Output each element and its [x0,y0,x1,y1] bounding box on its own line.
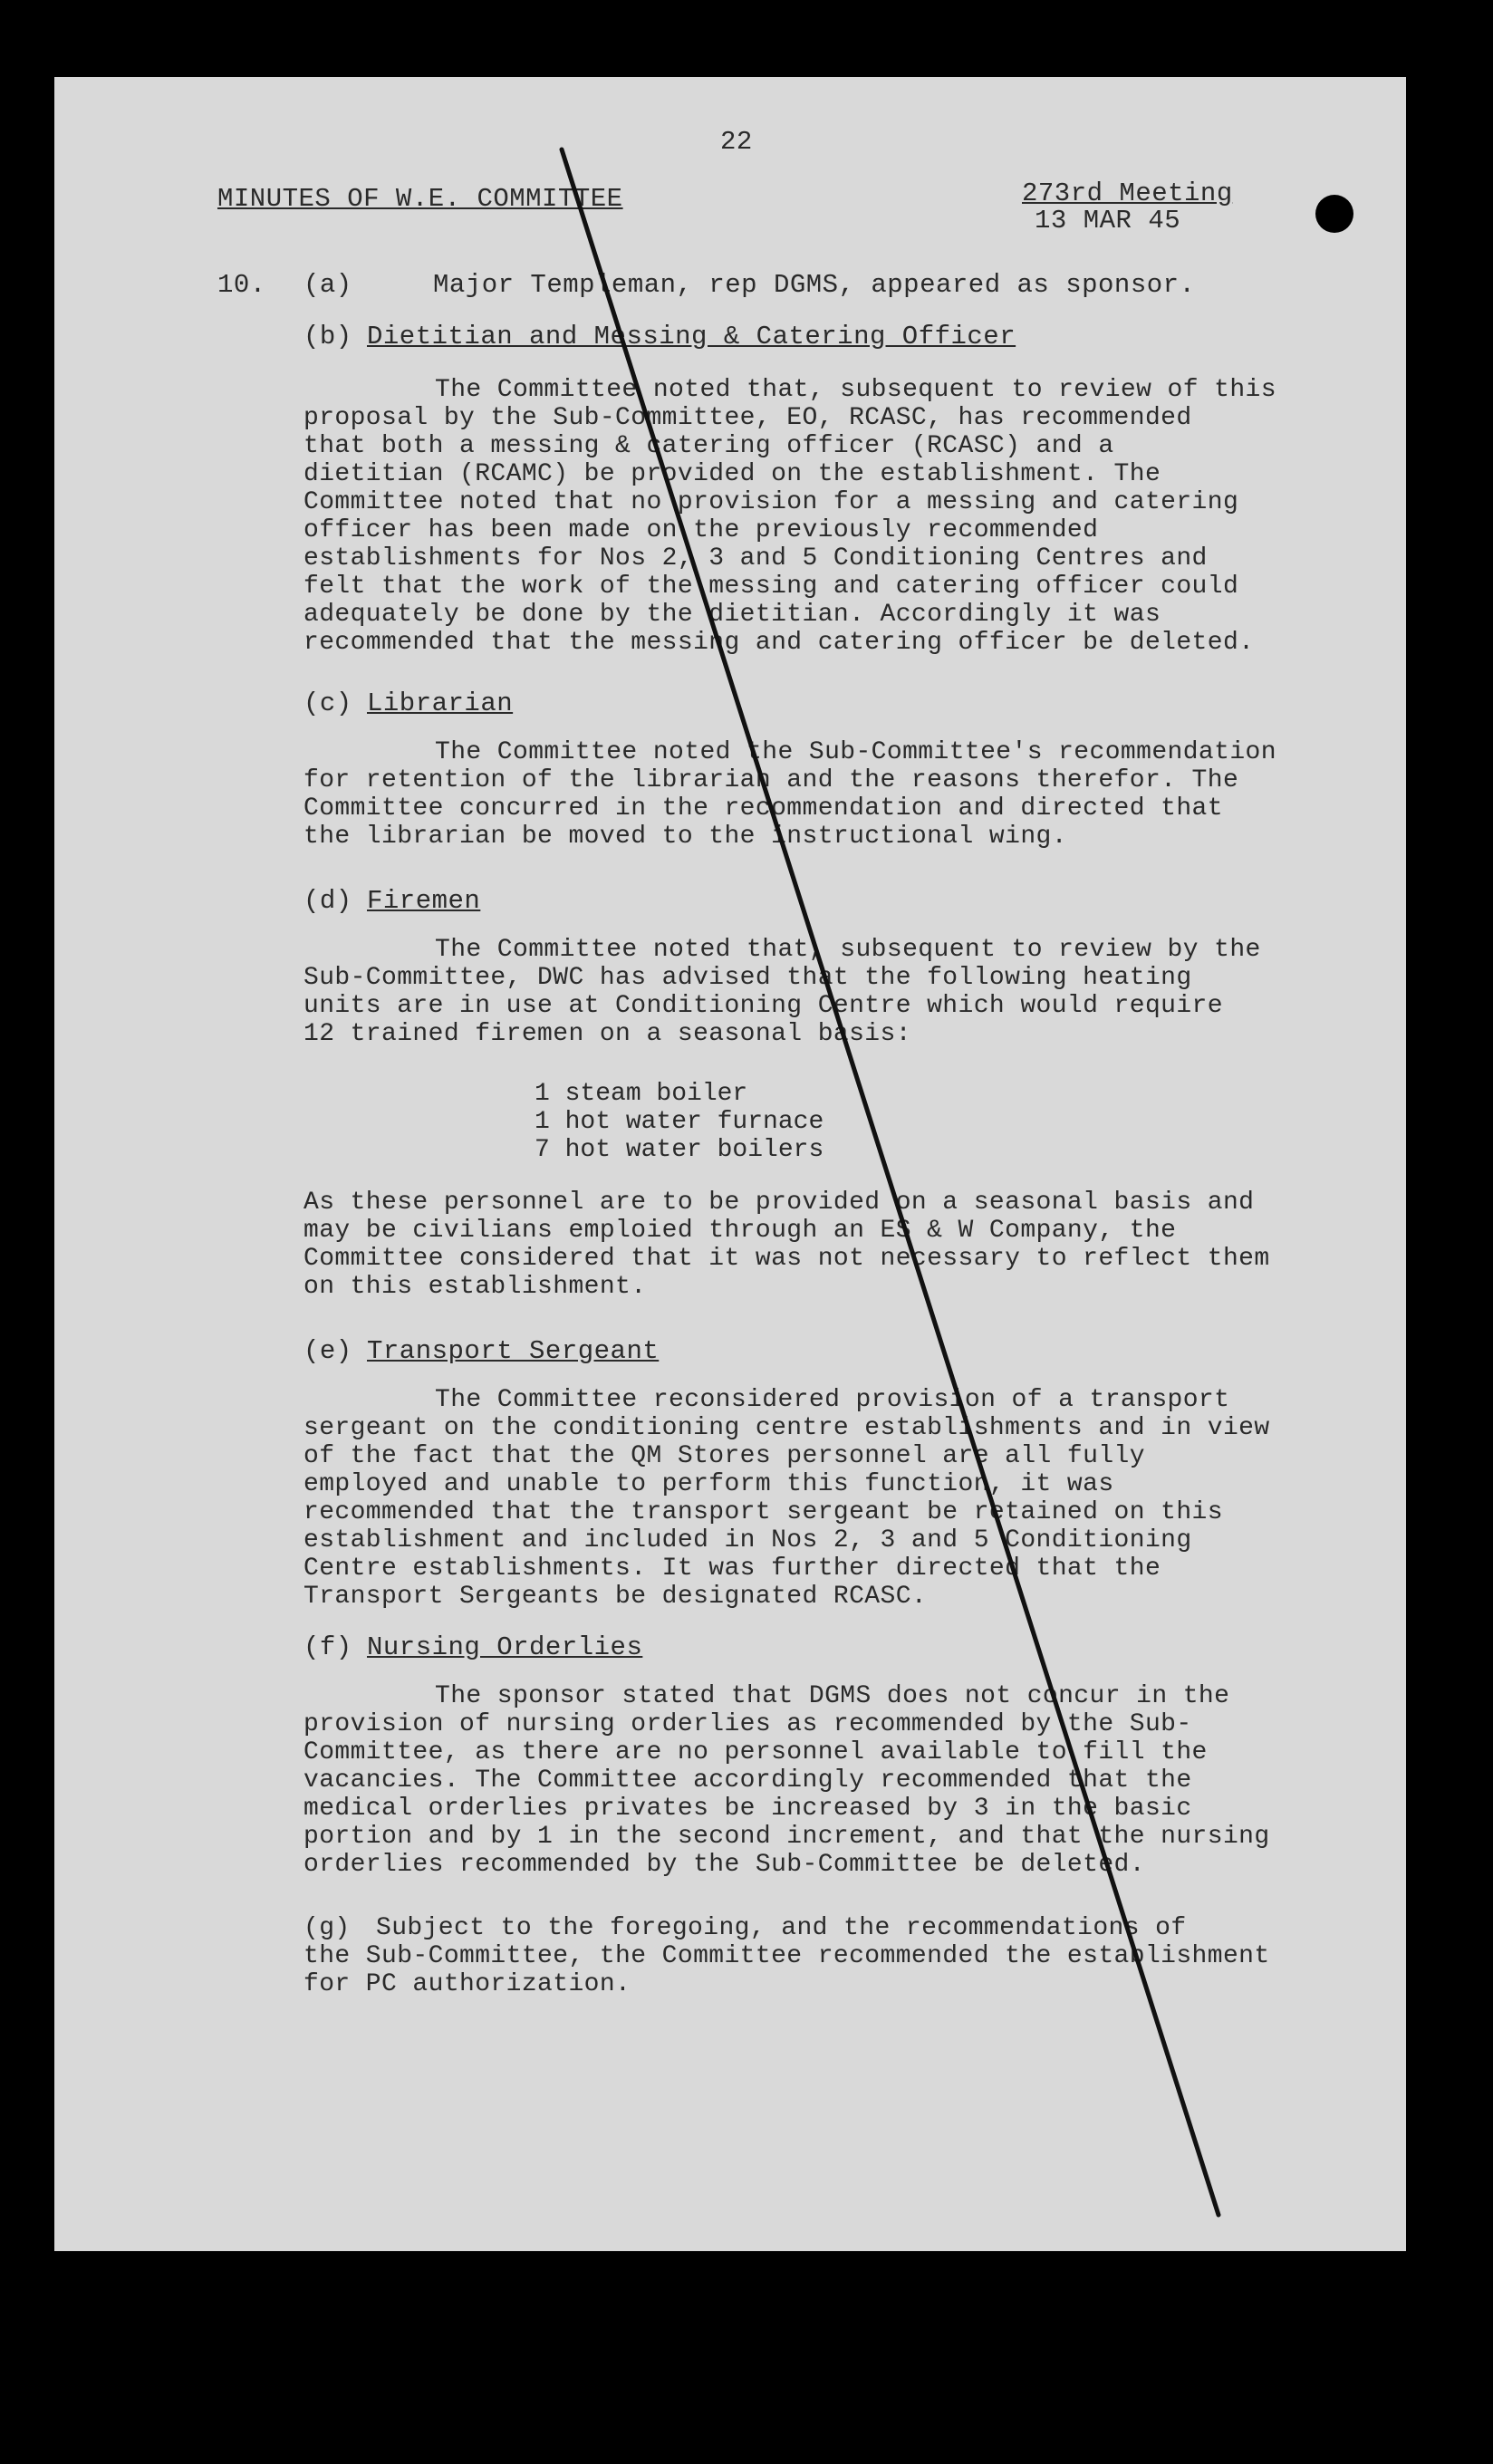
cancellation-stroke [54,77,1406,2251]
section-c-label: (c) [303,688,352,718]
section-e-body: The Committee reconsidered provision of a transport sergeant on the conditioning centre establishments and in view of the fact that the QM Stores personnel are all fully employed and unable to perform this function, it was recommended that the transport sergeant be retained on this establishment and included in Nos 2, 3 and 5 Conditioning Centre establishments. It was further directed that the Transport Sergeants be designated RCASC. [303,1386,1270,1611]
section-a-text: Major Templeman, rep DGMS, appeared as sponsor. [433,270,1196,300]
section-c-heading: Librarian [367,688,514,718]
meeting-date: 13 MAR 45 [1035,206,1181,236]
section-d-heading: Firemen [367,886,481,916]
section-f-body: The sponsor stated that DGMS does not concur in the provision of nursing orderlies as recommended by the Sub- Committee, as there are no personnel available to fill the vacancies. The Committee accordingly recommended that the medical orderlies privates be increased by 3 in the basic portion and by 1 in the second increment, and that the nursing orderlies recommended by the Sub-Committee be deleted. [303,1682,1270,1879]
punch-hole [1315,195,1353,233]
diagonal-pen-line [562,149,1218,2215]
section-d-label: (d) [303,886,352,916]
section-e-label: (e) [303,1336,352,1366]
section-d-body2: As these personnel are to be provided on a seasonal basis and may be civilians emploied through an ES & W Company, the Committee considered that it was not necessary to reflect them on this establishment. [303,1189,1270,1301]
heating-unit-1: 1 steam boiler [535,1080,748,1108]
section-d-body: The Committee noted that, subsequent to review by the Sub-Committee, DWC has advised that the following heating units are in use at Conditioning Centre which would require 12 trained firemen on a seasonal basis: [303,936,1261,1048]
header-title: MINUTES OF W.E. COMMITTEE [217,184,623,214]
section-b-heading: Dietitian and Messing & Catering Officer [367,322,1016,351]
meeting-number: 273rd Meeting [1022,178,1233,208]
document-page [54,77,1406,2251]
section-f-heading: Nursing Orderlies [367,1632,643,1662]
section-c-body: The Committee noted the Sub-Committee's recommendation for retention of the librarian and the reasons therefor. The Committee concurred in the recommendation and directed that the librarian be moved to the instructional wing. [303,738,1276,851]
section-g-text: Subject to the foregoing, and the recommendations of the Sub-Committee, the Committee recommended the establishment for PC authorization. [303,1914,1270,1998]
heating-unit-2: 1 hot water furnace [535,1108,824,1136]
item-number: 10. [217,270,266,300]
section-g-label: (g) [303,1914,351,1942]
section-a-label: (a) [303,270,352,300]
page-number: 22 [720,127,753,157]
section-b-label: (b) [303,322,352,351]
section-b-body: The Committee noted that, subsequent to review of this proposal by the Sub-Committee, EO, RCASC, has recommended that both a messing & catering officer (RCASC) and a dietitian (RCAMC) be provided on the establishment. The Committee noted that no provision for a messing and catering officer has been made on the previously recommended establishments for Nos 2, 3 and 5 Conditioning Centres and felt that the work of the messing and catering officer could adequately be done by the dietitian. Accordingly it was recommended that the messing and catering officer be deleted. [303,376,1276,657]
heating-unit-3: 7 hot water boilers [535,1136,824,1164]
section-f-label: (f) [303,1632,352,1662]
section-e-heading: Transport Sergeant [367,1336,660,1366]
